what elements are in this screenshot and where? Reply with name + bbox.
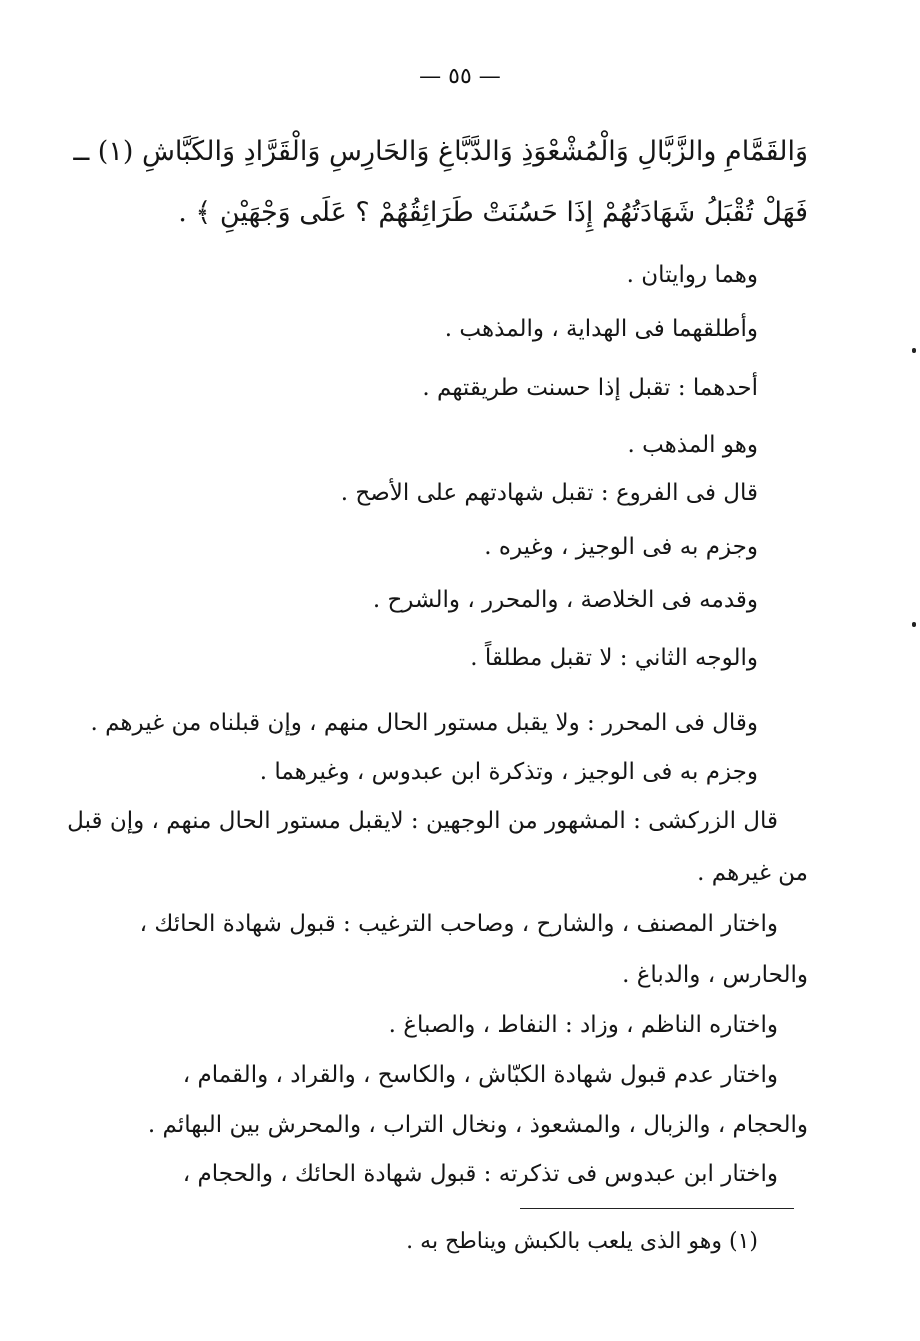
text-line: قال الزركشى : المشهور من الوجهين : لايقبل مستور الحال منهم ، وإن قبل: [67, 808, 778, 834]
text-line: وجزم به فى الوجيز ، وغيره .: [484, 534, 758, 560]
page-number: — ٥٥ —: [419, 64, 501, 89]
text-line: قال فى الفروع : تقبل شهادتهم على الأصح .: [340, 480, 758, 506]
scan-mark: [912, 622, 916, 627]
text-line: واختاره الناظم ، وزاد : النفاط ، والصباغ .: [388, 1012, 778, 1038]
verse-line: وَالقَمَّامِ والزَّبَّالِ وَالْمُشْعْوَذِ وَالدَّبَّاغِ وَالحَارِسِ وَالْقَرَّادِ وَالكَبَّاشِ (١) ــ: [73, 136, 808, 167]
text-line: واختار ابن عبدوس فى تذكرته : قبول شهادة الحائك ، والحجام ،: [182, 1161, 778, 1187]
text-line: وجزم به فى الوجيز ، وتذكرة ابن عبدوس ، وغيرهما .: [259, 759, 758, 785]
footnote: (١) وهو الذى يلعب بالكبش ويناطح به .: [406, 1229, 758, 1254]
text-line: والحجام ، والزبال ، والمشعوذ ، ونخال التراب ، والمحرش بين البهائم .: [147, 1112, 808, 1138]
text-line: والحارس ، والدباغ .: [622, 962, 808, 988]
text-line: والوجه الثاني : لا تقبل مطلقاً .: [470, 645, 758, 671]
text-line: وهما روايتان .: [626, 262, 758, 288]
text-line: وقدمه فى الخلاصة ، والمحرر ، والشرح .: [372, 587, 758, 613]
text-line: وهو المذهب .: [627, 432, 758, 458]
text-line: واختار المصنف ، والشارح ، وصاحب الترغيب : قبول شهادة الحائك ،: [139, 911, 778, 937]
text-line: وقال فى المحرر : ولا يقبل مستور الحال منهم ، وإن قبلناه من غيرهم .: [90, 710, 758, 736]
footnote-rule: [520, 1208, 794, 1209]
text-line: من غيرهم .: [697, 860, 808, 886]
verse-line: فَهَلْ تُقْبَلُ شَهَادَتُهُمْ إِذَا حَسُنَتْ طَرَائِقُهُمْ ؟ عَلَى وَجْهَيْنِ ﴾ .: [178, 197, 808, 228]
text-line: واختار عدم قبول شهادة الكبّاش ، والكاسح ، والقراد ، والقمام ،: [182, 1062, 778, 1088]
text-line: أحدهما : تقبل إذا حسنت طريقتهم .: [422, 375, 758, 401]
text-line: وأطلقهما فى الهداية ، والمذهب .: [444, 316, 758, 342]
scan-mark: [912, 348, 916, 353]
